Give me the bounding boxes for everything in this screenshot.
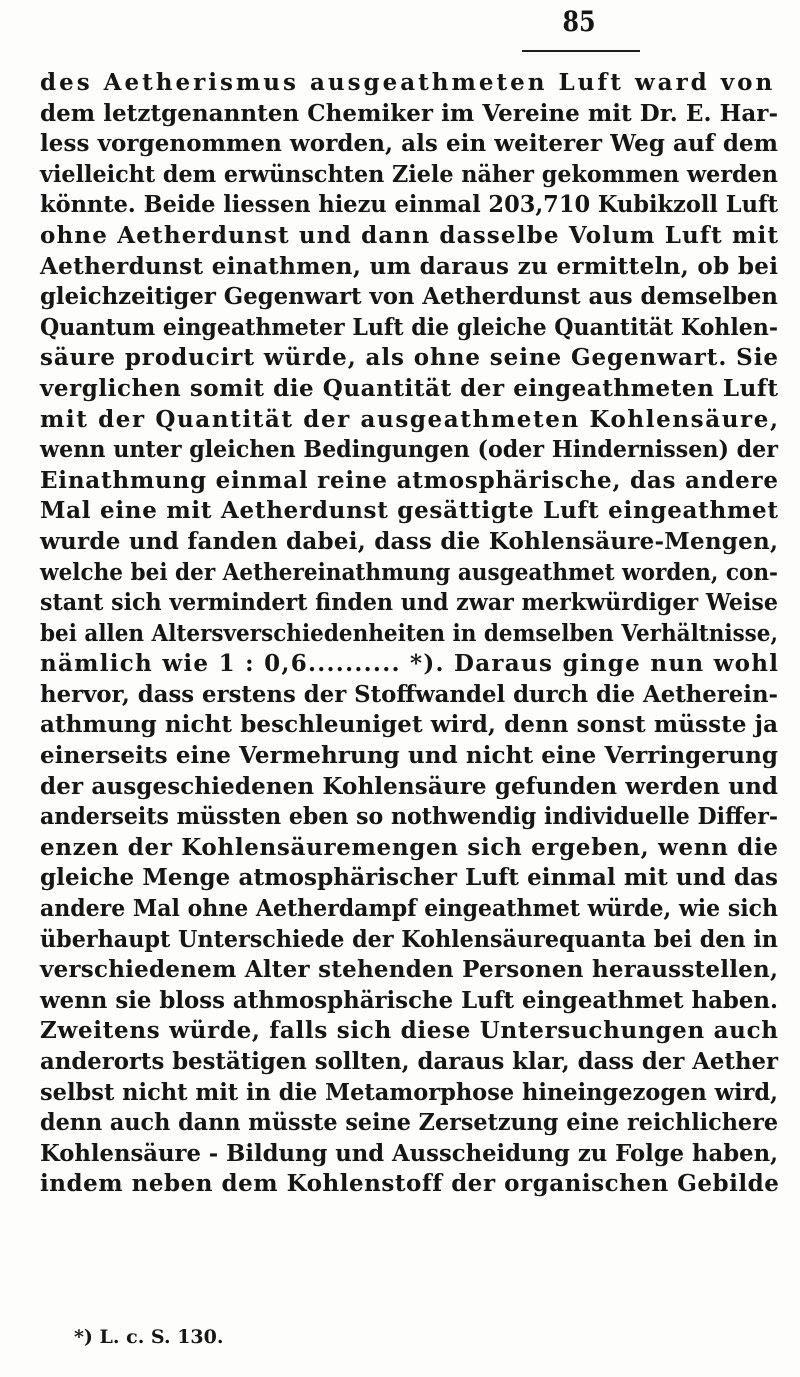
text-line: Kohlensäure - Bildung und Ausscheidung zu Folge haben,: [40, 1139, 778, 1167]
text-line: Aetherdunst einathmen, um daraus zu ermitteln, ob bei: [40, 252, 779, 280]
page-number: 85: [562, 5, 596, 38]
text-line: Zweitens würde, falls sich diese Untersuchungen auch: [40, 1017, 779, 1045]
text-line: des Aetherismus ausgeathmeten Luft ward von: [40, 69, 776, 96]
text-line: anderseits müssten eben so nothwendig individuelle Differ-: [40, 803, 778, 831]
text-line: mit der Quantität der ausgeathmeten Kohlensäure,: [40, 405, 780, 433]
text-line: der ausgeschiedenen Kohlensäure gefunden werden und: [40, 772, 779, 800]
text-line: könnte. Beide liessen hiezu einmal 203,710 Kubikzoll Luft: [40, 191, 778, 219]
text-line: indem neben dem Kohlenstoff der organischen Gebilde: [40, 1170, 780, 1198]
text-line: vielleicht dem erwünschten Ziele näher gekommen werden: [40, 160, 778, 188]
text-line: andere Mal ohne Aetherdampf eingeathmet würde, wie sich: [40, 895, 778, 923]
text-line: Quantum eingeathmeter Luft die gleiche Quantität Kohlen-: [40, 313, 778, 341]
text-line: selbst nicht mit in die Metamorphose hineingezogen wird,: [40, 1078, 778, 1106]
text-line: überhaupt Unterschiede der Kohlensäurequanta bei den in: [40, 925, 778, 953]
text-line: Mal eine mit Aetherdunst gesättigte Luft eingeathmet: [40, 497, 779, 525]
text-line: dem letztgenannten Chemiker im Vereine mit Dr. E. Har-: [40, 99, 779, 127]
text-line: Einathmung einmal reine atmosphärische, das andere: [40, 466, 779, 494]
text-line: nämlich wie 1 : 0,6.......... *). Daraus ginge nun wohl: [40, 650, 780, 678]
text-line: wenn sie bloss athmosphärische Luft eingeathmet haben.: [40, 986, 778, 1014]
text-line: säure producirt würde, als ohne seine Gegenwart. Sie: [40, 344, 779, 372]
body-text: [40, 68, 778, 1200]
text-line: gleichzeitiger Gegenwart von Aetherdunst aus demselben: [40, 283, 778, 311]
text-line: athmung nicht beschleuniget wird, denn sonst müsste ja: [40, 711, 779, 739]
text-line: less vorgenommen worden, als ein weiterer Weg auf dem: [40, 130, 779, 158]
text-line: gleiche Menge atmosphärischer Luft einmal mit und das: [40, 864, 779, 892]
text-line: welche bei der Aethereinathmung ausgeathmet worden, con-: [40, 558, 778, 586]
text-line: wenn unter gleichen Bedingungen (oder Hindernissen) der: [40, 436, 778, 464]
text-line: wurde und fanden dabei, dass die Kohlensäure-Mengen,: [40, 527, 779, 555]
text-line: denn auch dann müsste seine Zersetzung eine reichlichere: [40, 1109, 778, 1137]
text-line: verglichen somit die Quantität der eingeathmeten Luft: [40, 374, 779, 402]
text-line: bei allen Altersverschiedenheiten in demselben Verhältnisse,: [40, 619, 778, 647]
footnote: *) L. c. S. 130.: [74, 1326, 224, 1348]
text-line: anderorts bestätigen sollten, daraus klar, dass der Aether: [40, 1048, 778, 1075]
text-line: ohne Aetherdunst und dann dasselbe Volum Luft mit: [40, 221, 780, 249]
page-number-rule: [522, 50, 640, 52]
text-line: stant sich vermindert finden und zwar merkwürdiger Weise: [40, 589, 778, 617]
text-line: verschiedenem Alter stehenden Personen herausstellen,: [40, 956, 779, 984]
text-line: enzen der Kohlensäuremengen sich ergeben, wenn die: [40, 833, 779, 861]
text-line: hervor, dass erstens der Stoffwandel durch die Aetherein-: [40, 680, 778, 708]
text-line: einerseits eine Vermehrung und nicht eine Verringerung: [40, 742, 779, 770]
